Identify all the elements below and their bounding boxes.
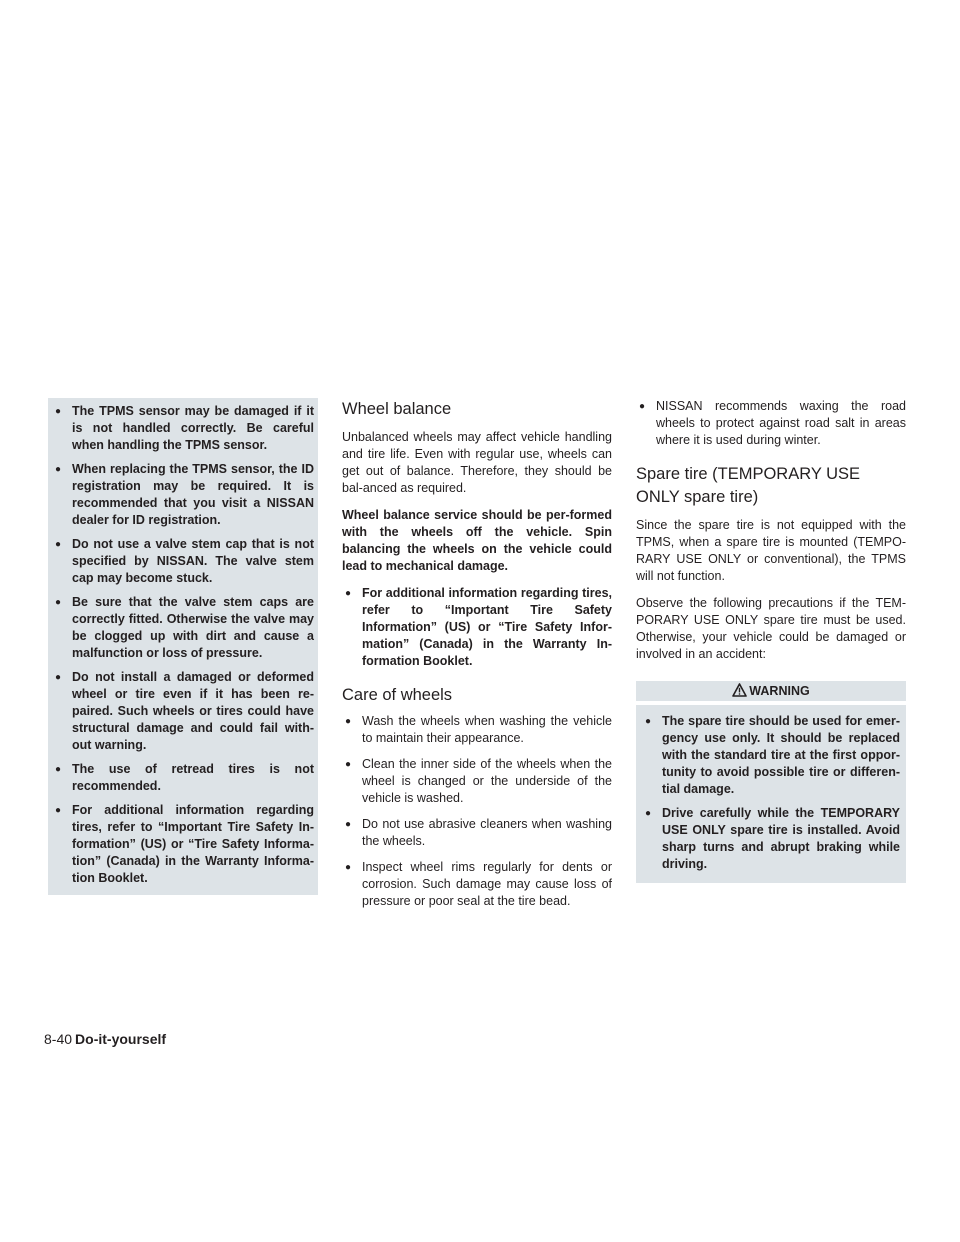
warning-triangle-icon [732,683,747,703]
page-footer [44,1030,166,1048]
column-right [636,398,906,883]
column-middle [342,398,612,910]
care-of-wheels-list [342,713,612,910]
wheel-balance-paragraph: Unbalanced wheels may affect vehicle handling and tire life. Even with regular use, wheels can get out of balance. Therefore, they should be bal-anced as required. [342,430,612,495]
list-item: ● Wash the wheels when washing the vehicle to maintain their appearance. [342,713,612,747]
wheel-balance-notice: Wheel balance service should be per-formed with the wheels off the vehicle. Spin balancing the wheels on the vehicle could lead to mechanical damage. [342,508,612,573]
list-item: ● For additional information regarding tires, refer to “Important Tire Safety In-formation” (US) or “Tire Safety Informa-tion” (Canada) in the Warranty Informa-tion Booklet. [52,802,314,887]
list-item: ● Do not use abrasive cleaners when washing the wheels. [342,816,612,850]
spare-tire-heading: Spare tire (TEMPORARY USE ONLY spare tire) [636,465,861,506]
warning-header [636,681,906,701]
section-title: Do-it-yourself [75,1031,167,1047]
list-item: ● Be sure that the valve stem caps are correctly fitted. Otherwise the valve may be clogged up with dirt and cause a malfunction or loss of pressure. [52,594,314,662]
list-item: ● When replacing the TPMS sensor, the ID registration may be required. It is recommended that you visit a NISSAN dealer for ID registration. [52,461,314,529]
list-item: ● Do not use a valve stem cap that is not specified by NISSAN. The valve stem cap may become stuck. [52,536,314,587]
list-item: ● The TPMS sensor may be damaged if it is not handled correctly. Be careful when handling the TPMS sensor. [52,403,314,454]
warning-label: WARNING [749,684,810,698]
spare-tire-paragraph: Since the spare tire is not equipped with the TPMS, when a spare tire is mounted (TEMPO-RARY USE ONLY or conventional), the TPMS will not function. [636,518,906,583]
wheel-balance-heading: Wheel balance [342,400,452,418]
wheel-balance-list [342,585,612,670]
caution-box [48,398,318,895]
list-item: ● Drive carefully while the TEMPORARY USE ONLY spare tire is installed. Avoid sharp turns and abrupt braking while driving. [642,805,900,873]
list-item: ● The use of retread tires is not recommended. [52,761,314,795]
warning-box [636,705,906,883]
list-item: ● The spare tire should be used for emer-gency use only. It should be replaced with the standard tire at the first oppor-tunity to avoid possible tire or differen-tial damage. [642,713,900,798]
warning-list [642,713,900,873]
waxing-list [636,398,906,449]
list-item: ● Clean the inner side of the wheels when the wheel is changed or the underside of the vehicle is washed. [342,756,612,807]
list-item: ● For additional information regarding tires, refer to “Important Tire Safety Information” (US) or “Tire Safety Infor-mation” (Canada) in the Warranty In-formation Booklet. [342,585,612,670]
spare-tire-precautions: Observe the following precautions if the TEM-PORARY USE ONLY spare tire must be used. Otherwise, your vehicle could be damaged or involved in an accident: [636,596,906,661]
list-item: ● Do not install a damaged or deformed wheel or tire even if it has been re-paired. Such wheels or tires could have structural damage and could fail with-out warning. [52,669,314,754]
column-left [48,398,318,895]
page-number: 8-40 [44,1031,73,1047]
list-item: ● Inspect wheel rims regularly for dents or corrosion. Such damage may cause loss of pressure or poor seal at the tire bead. [342,859,612,910]
list-item: ● NISSAN recommends waxing the road wheels to protect against road salt in areas where it is used during winter. [636,398,906,449]
caution-list [52,403,314,887]
care-of-wheels-heading: Care of wheels [342,686,453,704]
